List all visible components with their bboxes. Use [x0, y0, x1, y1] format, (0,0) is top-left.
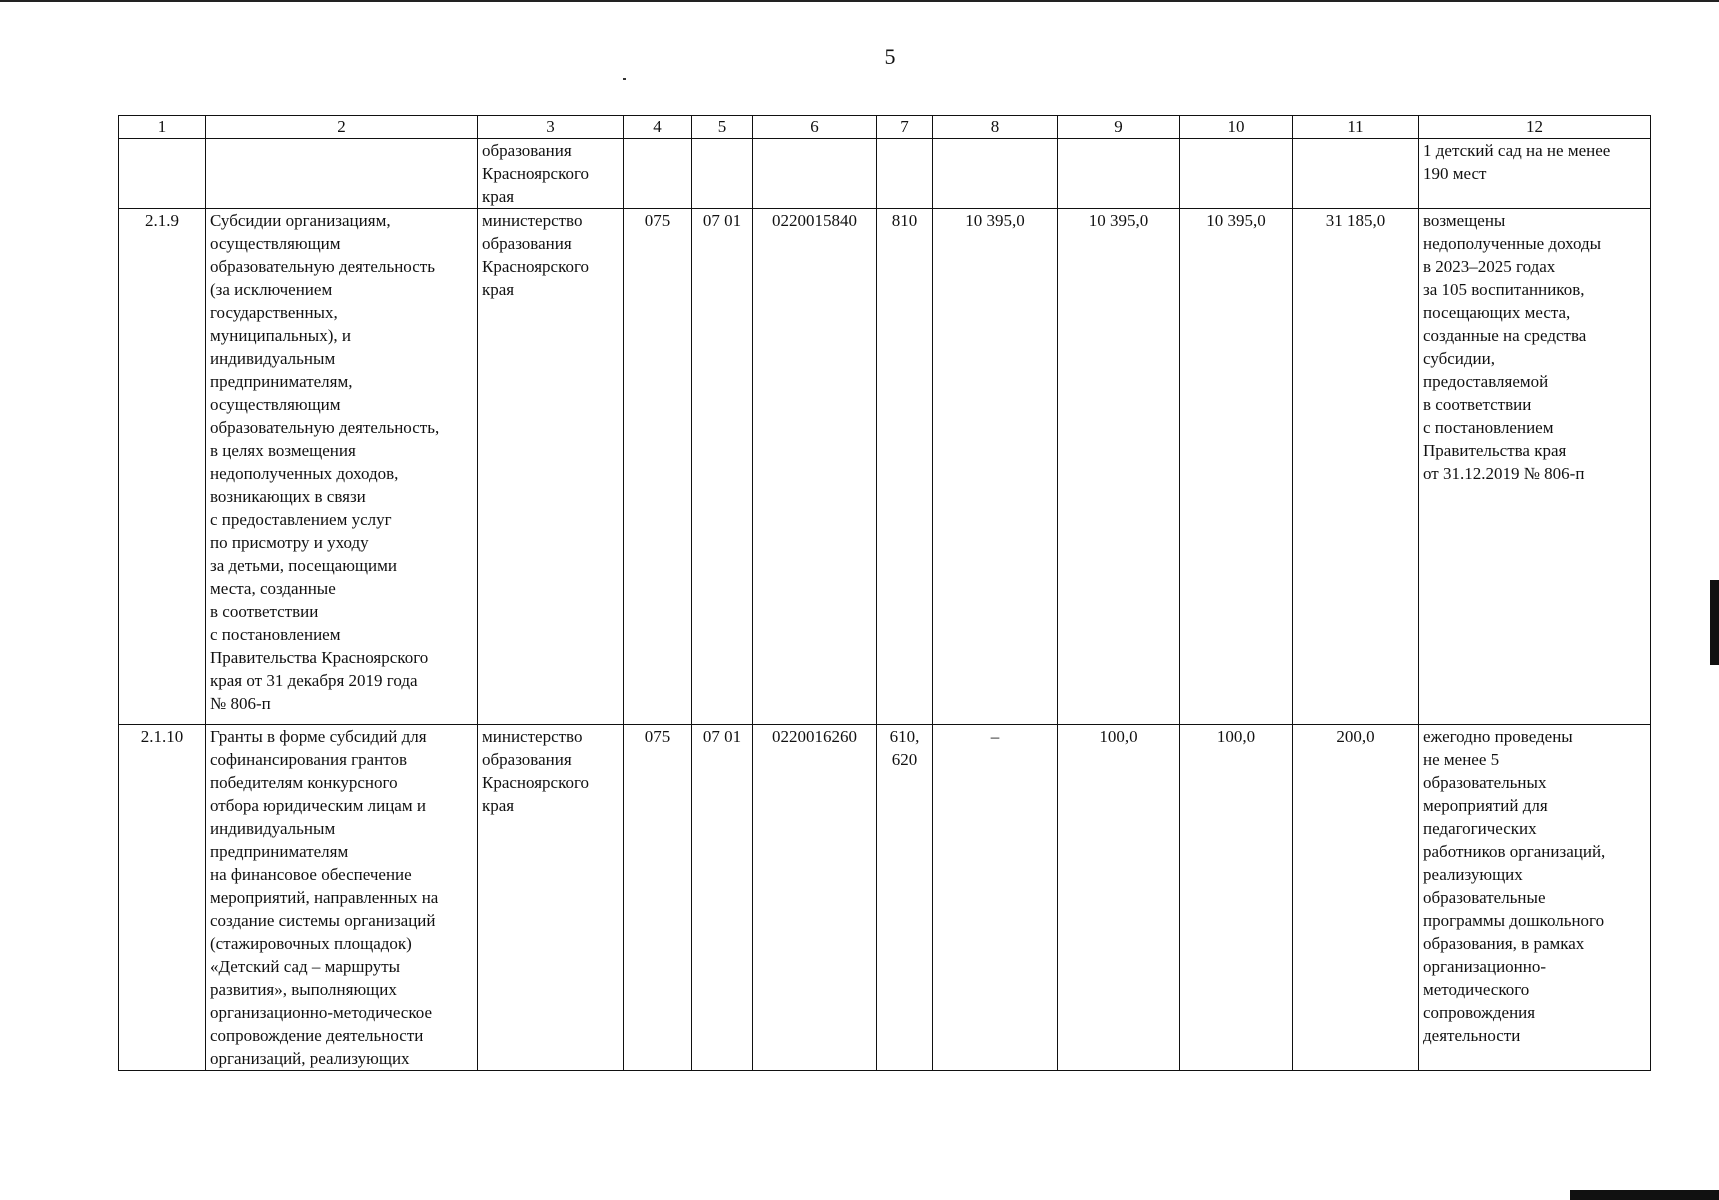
text-line: образования: [482, 750, 572, 769]
column-header: 9: [1058, 116, 1180, 139]
amount-cell: 10 395,0: [1180, 209, 1293, 725]
text-line: организационно-: [1423, 957, 1547, 976]
text-line: 190 мест: [1423, 164, 1487, 183]
text-line: методического: [1423, 980, 1530, 999]
section-cell: [692, 139, 753, 209]
result-cell: [1419, 725, 1651, 1071]
description-cell: [206, 209, 478, 725]
column-header: 4: [624, 116, 692, 139]
text-line: за детьми, посещающими: [210, 556, 397, 575]
expense-type-cell: [877, 209, 933, 725]
text-line: реализующих: [1423, 865, 1523, 884]
text-line: в соответствии: [1423, 395, 1532, 414]
description-cell: [206, 139, 478, 209]
text-line: недополученных доходов,: [210, 464, 399, 483]
text-line: образования: [482, 234, 572, 253]
scan-speck: [623, 78, 626, 80]
amount-cell: –: [933, 725, 1058, 1071]
amount-cell: 100,0: [1058, 725, 1180, 1071]
table-row: [119, 209, 1651, 725]
text-line: организаций, реализующих: [210, 1049, 410, 1068]
text-line: возмещены: [1423, 211, 1506, 230]
administrator-cell: [478, 725, 624, 1071]
text-line: образования: [482, 141, 572, 160]
text-line: развития», выполняющих: [210, 980, 397, 999]
code-cell: 075: [624, 725, 692, 1071]
text-line: муниципальных), и: [210, 326, 351, 345]
text-line: государственных,: [210, 303, 338, 322]
text-line: педагогических: [1423, 819, 1537, 838]
code-cell: 075: [624, 209, 692, 725]
target-article-cell: 0220015840: [753, 209, 877, 725]
text-line: созданные на средства: [1423, 326, 1587, 345]
column-header: 12: [1419, 116, 1651, 139]
budget-table: [118, 115, 1651, 1071]
text-line: организационно-методическое: [210, 1003, 433, 1022]
amount-cell: 100,0: [1180, 725, 1293, 1071]
text-line: Субсидии организациям,: [210, 211, 391, 230]
amount-cell: [933, 139, 1058, 209]
text-line: субсидии,: [1423, 349, 1495, 368]
text-line: места, созданные: [210, 579, 336, 598]
text-line: с постановлением: [1423, 418, 1554, 437]
text-line: 1 детский сад на не менее: [1423, 141, 1611, 160]
column-header: 7: [877, 116, 933, 139]
text-line: края: [482, 187, 515, 206]
text-line: образования, в рамках: [1423, 934, 1585, 953]
text-line: образовательную деятельность: [210, 257, 435, 276]
text-line: Красноярского: [482, 164, 590, 183]
code-cell: [624, 139, 692, 209]
text-line: Правительства края: [1423, 441, 1567, 460]
text-line: на финансовое обеспечение: [210, 865, 412, 884]
target-article-cell: 0220016260: [753, 725, 877, 1071]
text-line: по присмотру и уходу: [210, 533, 369, 552]
amount-cell: 10 395,0: [1058, 209, 1180, 725]
scan-edge-mark: [1710, 580, 1719, 665]
text-line: отбора юридическим лицам и: [210, 796, 426, 815]
text-line: Красноярского: [482, 773, 590, 792]
text-line: сопровождение деятельности: [210, 1026, 424, 1045]
text-line: образовательную деятельность,: [210, 418, 440, 437]
text-line: осуществляющим: [210, 234, 341, 253]
text-line: Правительства Красноярского: [210, 648, 429, 667]
text-line: 810: [891, 211, 918, 230]
column-header: 10: [1180, 116, 1293, 139]
text-line: министерство: [482, 727, 583, 746]
target-article-cell: [753, 139, 877, 209]
text-line: от 31.12.2019 № 806-п: [1423, 464, 1585, 483]
text-line: 620: [891, 750, 918, 769]
amount-cell: 10 395,0: [933, 209, 1058, 725]
section-cell: 07 01: [692, 725, 753, 1071]
text-line: предпринимателям: [210, 842, 349, 861]
item-number-cell: 2.1.10: [119, 725, 206, 1071]
text-line: министерство: [482, 211, 583, 230]
total-cell: [1293, 139, 1419, 209]
text-line: (стажировочных площадок): [210, 934, 412, 953]
column-header: 1: [119, 116, 206, 139]
scan-edge-mark-bottom: [1570, 1190, 1719, 1200]
amount-cell: [1180, 139, 1293, 209]
administrator-cell: [478, 209, 624, 725]
result-cell: [1419, 139, 1651, 209]
text-line: создание системы организаций: [210, 911, 436, 930]
text-line: деятельности: [1423, 1026, 1521, 1045]
administrator-cell: [478, 139, 624, 209]
column-header: 11: [1293, 116, 1419, 139]
section-cell: 07 01: [692, 209, 753, 725]
column-number-row: [119, 116, 1651, 139]
text-line: в 2023–2025 годах: [1423, 257, 1556, 276]
expense-type-cell: [877, 725, 933, 1071]
column-header: 6: [753, 116, 877, 139]
text-line: края: [482, 280, 515, 299]
text-line: образовательных: [1423, 773, 1547, 792]
column-header: 5: [692, 116, 753, 139]
text-line: (за исключением: [210, 280, 333, 299]
text-line: с постановлением: [210, 625, 341, 644]
description-cell: [206, 725, 478, 1071]
text-line: сопровождения: [1423, 1003, 1536, 1022]
text-line: возникающих в связи: [210, 487, 366, 506]
text-line: в целях возмещения: [210, 441, 356, 460]
text-line: индивидуальным: [210, 819, 336, 838]
text-line: победителям конкурсного: [210, 773, 398, 792]
column-header: 3: [478, 116, 624, 139]
text-line: края от 31 декабря 2019 года: [210, 671, 418, 690]
text-line: посещающих места,: [1423, 303, 1571, 322]
text-line: предоставляемой: [1423, 372, 1549, 391]
text-line: № 806-п: [210, 694, 271, 713]
text-line: работников организаций,: [1423, 842, 1606, 861]
text-line: не менее 5: [1423, 750, 1500, 769]
expense-type-cell: [877, 139, 933, 209]
item-number-cell: 2.1.9: [119, 209, 206, 725]
total-cell: 200,0: [1293, 725, 1419, 1071]
column-header: 8: [933, 116, 1058, 139]
text-line: за 105 воспитанников,: [1423, 280, 1585, 299]
page-number: 5: [884, 44, 896, 69]
text-line: индивидуальным: [210, 349, 336, 368]
amount-cell: [1058, 139, 1180, 209]
text-line: осуществляющим: [210, 395, 341, 414]
scan-border-top: [0, 0, 1719, 2]
item-number-cell: [119, 139, 206, 209]
result-cell: [1419, 209, 1651, 725]
text-line: мероприятий для: [1423, 796, 1548, 815]
table-row: [119, 139, 1651, 209]
text-line: недополученные доходы: [1423, 234, 1602, 253]
text-line: края: [482, 796, 515, 815]
total-cell: 31 185,0: [1293, 209, 1419, 725]
text-line: ежегодно проведены: [1423, 727, 1573, 746]
text-line: предпринимателям,: [210, 372, 353, 391]
text-line: с предоставлением услуг: [210, 510, 392, 529]
text-line: Красноярского: [482, 257, 590, 276]
text-line: мероприятий, направленных на: [210, 888, 439, 907]
text-line: программы дошкольного: [1423, 911, 1605, 930]
text-line: софинансирования грантов: [210, 750, 408, 769]
text-line: в соответствии: [210, 602, 319, 621]
text-line: «Детский сад – маршруты: [210, 957, 401, 976]
table-row: [119, 725, 1651, 1071]
text-line: Гранты в форме субсидий для: [210, 727, 427, 746]
text-line: 610,: [889, 727, 920, 746]
column-header: 2: [206, 116, 478, 139]
text-line: образовательные: [1423, 888, 1546, 907]
